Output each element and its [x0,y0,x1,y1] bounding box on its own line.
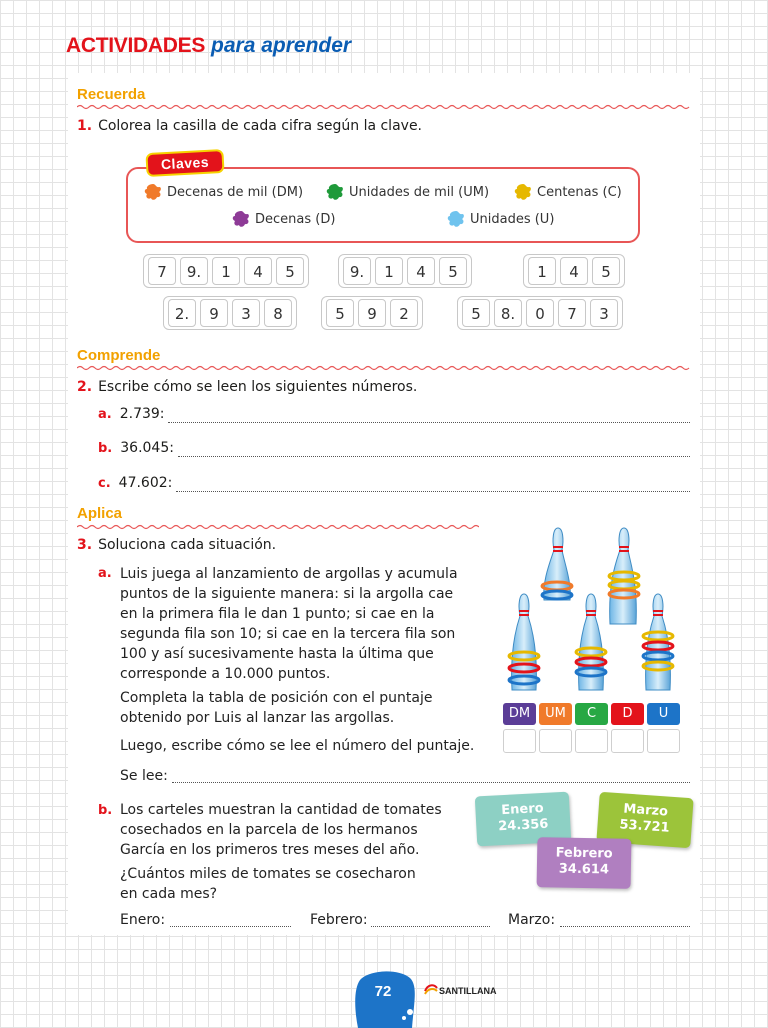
digit-group-2938 [163,296,297,330]
item-2b: b. 36.045: [98,440,174,456]
title-part1: ACTIVIDADES [66,34,206,57]
place-value-cell-dm[interactable] [503,729,536,753]
digit-cell[interactable]: 3 [232,299,260,327]
pin-icon [542,528,572,600]
answer-line-marzo[interactable] [560,926,690,927]
bowling-pins-rings-illustration [498,522,684,700]
sign-marzo: Marzo 53.721 [596,792,693,848]
place-value-header-um: UM [539,703,572,725]
place-value-header-c: C [575,703,608,725]
digit-cell[interactable]: 5 [462,299,490,327]
santillana-logo-icon [424,982,438,996]
digit-cell[interactable]: 5 [276,257,304,285]
publisher-name: SANTILLANA [439,986,497,996]
digit-cell[interactable]: 4 [244,257,272,285]
answer-line-febrero[interactable] [371,926,490,927]
digit-cell[interactable]: 1 [528,257,556,285]
title-part2: para aprender [211,34,352,57]
answer-line-2b[interactable] [178,456,690,457]
green-paint-splash-icon [324,181,346,203]
pin-icon [643,594,673,690]
item-2a: a. 2.739: [98,406,165,422]
item-3a-text: Luis juega al lanzamiento de argollas y acumula puntos de la siguiente manera: si la argolla cae en la primera fila le dan 1 punto; si cae en la segunda fila son 10; si cae en la tercera fila son 100 y así sucesivamente hasta la última que corresponde a 10.000 puntos. [120,566,458,682]
digit-cell[interactable]: 3 [590,299,618,327]
question-1 [77,118,422,134]
item-2c: c. 47.602: [98,475,173,491]
digit-cell[interactable]: 5 [326,299,354,327]
section-heading-comprende: Comprende [77,347,161,364]
key-d: Decenas (D) [230,208,335,230]
wavy-divider [77,524,479,530]
item-3b-letter: b. [98,803,113,818]
digit-cell[interactable]: 4 [407,257,435,285]
digit-cell[interactable]: 1 [375,257,403,285]
item-3a-letter: a. [98,566,112,581]
digit-cell[interactable]: 9. [343,257,371,285]
digit-group-592 [321,296,423,330]
place-value-cell-u[interactable] [647,729,680,753]
orange-paint-splash-icon [142,181,164,203]
place-value-header-u: U [647,703,680,725]
page-title [66,34,351,58]
answer-label-febrero: Febrero: [310,912,368,928]
claves-box [126,167,640,243]
digit-cell[interactable]: 2 [390,299,418,327]
digit-group-9145 [338,254,472,288]
answer-label-marzo: Marzo: [508,912,556,928]
answer-line-2a[interactable] [168,422,690,423]
digit-group-58073 [457,296,623,330]
answer-line-enero[interactable] [170,926,291,927]
digit-cell[interactable]: 8. [494,299,522,327]
digit-cell[interactable]: 8 [264,299,292,327]
blue-paint-splash-icon [445,208,467,230]
item-3a-instruction-2: Luego, escribe cómo se lee el número del puntaje. [120,738,475,754]
answer-line-3a[interactable] [172,782,690,783]
sign-enero: Enero 24.356 [475,792,571,847]
digit-cell[interactable]: 9. [180,257,208,285]
se-lee-label: Se lee: [120,768,168,784]
place-value-cell-d[interactable] [611,729,644,753]
key-u: Unidades (U) [445,208,554,230]
digit-cell[interactable]: 5 [439,257,467,285]
digit-cell[interactable]: 7 [148,257,176,285]
place-value-header-d: D [611,703,644,725]
digit-cell[interactable]: 4 [560,257,588,285]
digit-group-79145 [143,254,309,288]
sign-febrero: Febrero 34.614 [537,837,632,889]
digit-cell[interactable]: 9 [358,299,386,327]
pin-icon [609,528,639,624]
question-3: 3. Soluciona cada situación. [77,537,277,553]
digit-cell[interactable]: 9 [200,299,228,327]
item-3b-question: ¿Cuántos miles de tomates se cosecharon en cada mes? [120,866,416,902]
pin-icon [509,594,539,690]
key-um: Unidades de mil (UM) [324,181,489,203]
wavy-divider [77,104,691,110]
digit-cell[interactable]: 2. [168,299,196,327]
question-2: 2. Escribe cómo se leen los siguientes números. [77,379,418,395]
digit-cell[interactable]: 7 [558,299,586,327]
key-dm: Decenas de mil (DM) [142,181,303,203]
item-3b-text: Los carteles muestran la cantidad de tomates cosechados en la parcela de los hermanos García en los primeros tres meses del año. [120,802,442,858]
key-c: Centenas (C) [512,181,622,203]
place-value-header-dm: DM [503,703,536,725]
digit-group-145 [523,254,625,288]
item-3a-instruction: Completa la tabla de posición con el puntaje obtenido por Luis al lanzar las argollas. [120,690,433,726]
wavy-divider [77,365,691,371]
claves-badge: Claves [145,149,224,177]
page-number: 72 [374,983,392,1000]
answer-line-2c[interactable] [176,491,690,492]
question-number: 1. [77,118,93,134]
purple-paint-splash-icon [230,208,252,230]
digit-cell[interactable]: 0 [526,299,554,327]
section-heading-recuerda: Recuerda [77,86,146,103]
answer-label-enero: Enero: [120,912,166,928]
digit-cell[interactable]: 1 [212,257,240,285]
section-heading-aplica: Aplica [77,505,123,522]
digit-cell[interactable]: 5 [592,257,620,285]
yellow-paint-splash-icon [512,181,534,203]
place-value-cell-um[interactable] [539,729,572,753]
place-value-cell-c[interactable] [575,729,608,753]
pin-icon [576,594,606,690]
question-text: Colorea la casilla de cada cifra según la clave. [98,118,423,134]
